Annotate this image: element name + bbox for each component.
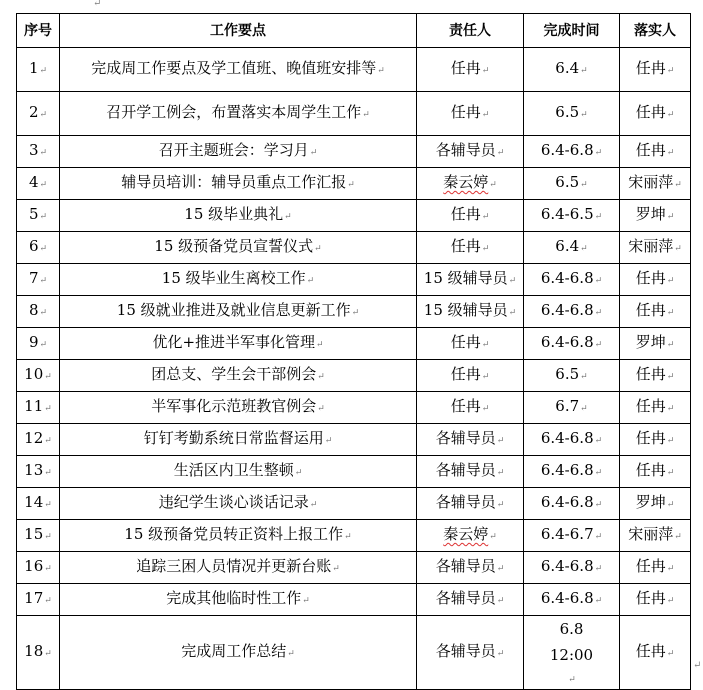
row-implementer-cell [620,552,691,584]
cell-end-mark-icon: ↵ [666,649,675,659]
row-time-text: 6.7 [555,397,580,415]
cell-end-mark-icon: ↵ [306,276,315,286]
cell-end-mark-icon: ↵ [666,308,675,318]
cell-end-mark-icon: ↵ [294,468,303,478]
row-implementer-text: 宋丽萍 [628,237,674,255]
row-owner-text: 15 级辅导员 [423,301,508,319]
row-time-cell [524,232,620,264]
cell-end-mark-icon: ↵ [481,110,490,120]
cell-end-mark-icon: ↵ [344,532,352,542]
row-time-text: 6.5 [555,103,580,121]
row-time-cell [524,48,620,92]
row-number-text: 13 [24,461,44,479]
row-number-cell [17,488,60,520]
row-owner-cell [417,92,524,136]
row-task-cell [60,92,417,136]
cell-end-mark-icon: ↵ [496,596,505,606]
cell-end-mark-icon: ↵ [666,212,675,222]
cell-end-mark-icon: ↵ [489,532,497,542]
row-time-date: 6.8 [559,620,584,638]
cell-end-mark-icon: ↵ [594,532,603,542]
row-owner-text: 各辅导员 [435,642,496,660]
table-row [17,328,691,360]
row-implementer-text: 任冉 [635,301,666,319]
row-owner-cell [417,48,524,92]
table-row [17,136,691,168]
cell-end-mark-icon: ↵ [481,212,490,222]
cell-end-mark-icon: ↵ [666,372,675,382]
row-task-cell [60,552,417,584]
row-task-cell [60,296,417,328]
table-row [17,232,691,264]
row-implementer-text: 任冉 [635,365,666,383]
header-task: 工作要点 [60,14,417,48]
row-time-text: 6.4-6.8 [540,493,594,511]
cell-end-mark-icon: ↵ [674,532,682,542]
row-number-cell [17,296,60,328]
cell-end-mark-icon: ↵ [594,596,603,606]
table-row [17,48,691,92]
row-number-cell [17,584,60,616]
cell-end-mark-icon: ↵ [580,110,588,120]
row-time-text: 6.4-6.8 [540,461,594,479]
cell-end-mark-icon: ↵ [496,564,505,574]
header-time: 完成时间 [524,14,620,48]
row-number-text: 15 [24,525,44,543]
header-owner: 责任人 [417,14,524,48]
row-task-text: 团总支、学生会干部例会 [151,365,317,383]
row-task-cell [60,168,417,200]
row-time-text: 6.5 [555,173,580,191]
row-task-text: 召开主题班会：学习月 [158,141,309,159]
row-time-text: 6.4-6.8 [540,333,594,351]
row-time-cell [524,456,620,488]
cell-end-mark-icon: ↵ [309,148,318,158]
row-number-cell [17,264,60,296]
row-owner-text: 任冉 [450,237,481,255]
cell-end-mark-icon: ↵ [496,148,505,158]
row-owner-text: 各辅导员 [435,493,496,511]
cell-end-mark-icon: ↵ [508,308,517,318]
paragraph-mark-icon: ↵ [693,660,702,671]
row-implementer-cell [620,296,691,328]
row-implementer-cell [620,616,691,690]
row-number-text: 17 [24,589,44,607]
table-row [17,488,691,520]
table-row [17,456,691,488]
cell-end-mark-icon: ↵ [44,500,52,510]
cell-end-mark-icon: ↵ [568,675,576,685]
row-task-cell [60,392,417,424]
cell-end-mark-icon: ↵ [666,110,675,120]
cell-end-mark-icon: ↵ [287,649,295,659]
table-row [17,92,691,136]
row-owner-text: 各辅导员 [435,429,496,447]
row-number-cell [17,456,60,488]
row-number-text: 14 [24,493,44,511]
cell-end-mark-icon: ↵ [309,500,318,510]
table-body [17,48,691,690]
row-owner-text: 任冉 [450,365,481,383]
row-owner-cell [417,360,524,392]
row-task-cell [60,264,417,296]
row-task-cell [60,616,417,690]
weekly-work-table [16,13,691,690]
row-number-text: 12 [24,429,44,447]
row-owner-cell [417,264,524,296]
cell-end-mark-icon: ↵ [594,436,603,446]
row-time-cell [524,264,620,296]
row-owner-cell [417,456,524,488]
row-task-text: 辅导员培训：辅导员重点工作汇报 [121,173,347,191]
row-task-text: 钉钉考勤系统日常监督运用 [143,429,324,447]
row-task-text: 优化+推进半军事化管理 [152,333,316,351]
row-owner-cell [417,232,524,264]
cell-end-mark-icon: ↵ [44,404,52,414]
table-row [17,616,691,690]
cell-end-mark-icon: ↵ [580,244,588,254]
row-number-text: 5 [28,205,39,223]
row-owner-text: 秦云婷 [443,525,489,543]
row-owner-cell [417,616,524,690]
row-task-cell [60,360,417,392]
row-implementer-text: 任冉 [635,642,666,660]
table-row [17,552,691,584]
row-implementer-text: 任冉 [635,397,666,415]
cell-end-mark-icon: ↵ [39,66,48,76]
header-no: 序号 [17,14,60,48]
row-number-cell [17,92,60,136]
row-owner-cell [417,520,524,552]
row-owner-cell [417,584,524,616]
cell-end-mark-icon: ↵ [39,276,48,286]
row-implementer-text: 宋丽萍 [628,173,674,191]
row-number-cell [17,136,60,168]
row-task-text: 15 级毕业典礼 [184,205,284,223]
row-owner-cell [417,168,524,200]
table-row [17,264,691,296]
row-number-text: 6 [28,237,39,255]
row-task-text: 追踪三困人员情况并更新台账 [136,557,332,575]
cell-end-mark-icon: ↵ [39,308,48,318]
cell-end-mark-icon: ↵ [666,148,675,158]
cell-end-mark-icon: ↵ [39,148,48,158]
row-implementer-cell [620,48,691,92]
cell-end-mark-icon: ↵ [580,404,588,414]
row-number-text: 18 [24,642,44,660]
table-row [17,296,691,328]
cell-end-mark-icon: ↵ [44,468,52,478]
cell-end-mark-icon: ↵ [594,148,603,158]
row-number-text: 2 [28,103,39,121]
cell-end-mark-icon: ↵ [39,244,48,254]
row-time-text: 6.4-6.5 [540,205,594,223]
row-implementer-text: 任冉 [635,589,666,607]
row-implementer-cell [620,232,691,264]
cell-end-mark-icon: ↵ [39,212,48,222]
row-implementer-cell [620,92,691,136]
cell-end-mark-icon: ↵ [594,212,603,222]
row-owner-text: 任冉 [450,59,481,77]
row-number-cell [17,168,60,200]
row-implementer-cell [620,168,691,200]
row-owner-cell [417,552,524,584]
row-time-text: 6.4-6.8 [540,269,594,287]
row-implementer-text: 任冉 [635,141,666,159]
row-time-cell [524,424,620,456]
cell-end-mark-icon: ↵ [351,308,360,318]
cell-end-mark-icon: ↵ [481,66,490,76]
cell-end-mark-icon: ↵ [44,649,52,659]
row-implementer-text: 任冉 [635,461,666,479]
cell-end-mark-icon: ↵ [481,244,490,254]
row-implementer-cell [620,136,691,168]
row-implementer-cell [620,488,691,520]
cell-end-mark-icon: ↵ [362,110,370,120]
cell-end-mark-icon: ↵ [39,180,48,190]
cell-end-mark-icon: ↵ [666,404,675,414]
cell-end-mark-icon: ↵ [594,308,603,318]
cell-end-mark-icon: ↵ [39,110,48,120]
cell-end-mark-icon: ↵ [666,500,675,510]
row-time-cell [524,296,620,328]
row-task-text: 半军事化示范班教官例会 [151,397,317,415]
row-number-cell [17,424,60,456]
cell-end-mark-icon: ↵ [674,244,682,254]
cell-end-mark-icon: ↵ [377,66,385,76]
row-number-text: 9 [28,333,39,351]
row-time-cell [524,328,620,360]
row-task-cell [60,48,417,92]
row-time-cell [524,584,620,616]
row-owner-text: 各辅导员 [435,557,496,575]
cell-end-mark-icon: ↵ [594,564,603,574]
row-time-clock: 12:00 [549,646,594,664]
cell-end-mark-icon: ↵ [39,340,48,350]
cell-end-mark-icon: ↵ [594,340,603,350]
row-owner-cell [417,424,524,456]
cell-end-mark-icon: ↵ [316,340,324,350]
row-owner-text: 各辅导员 [435,589,496,607]
row-time-cell [524,520,620,552]
table-row [17,200,691,232]
row-task-cell [60,328,417,360]
row-task-cell [60,232,417,264]
row-time-text: 6.4-6.8 [540,301,594,319]
table-row [17,584,691,616]
row-implementer-text: 罗坤 [635,333,666,351]
row-number-cell [17,520,60,552]
cell-end-mark-icon: ↵ [324,436,333,446]
row-time-cell [524,92,620,136]
row-task-text: 召开学工例会，布置落实本周学生工作 [106,103,362,121]
cell-end-mark-icon: ↵ [44,372,52,382]
row-time-cell [524,136,620,168]
row-time-cell [524,168,620,200]
row-number-text: 10 [24,365,44,383]
row-implementer-text: 罗坤 [635,205,666,223]
row-owner-text: 各辅导员 [435,461,496,479]
row-number-cell [17,48,60,92]
row-owner-text: 任冉 [450,397,481,415]
row-number-text: 3 [28,141,39,159]
row-task-cell [60,136,417,168]
row-time-text: 6.4 [555,59,580,77]
table-row [17,168,691,200]
row-implementer-cell [620,264,691,296]
row-owner-text: 各辅导员 [435,141,496,159]
cell-end-mark-icon: ↵ [594,500,603,510]
paragraph-mark-icon: ↵ [93,0,102,9]
row-number-text: 8 [28,301,39,319]
cell-end-mark-icon: ↵ [44,532,52,542]
cell-end-mark-icon: ↵ [317,404,325,414]
row-owner-cell [417,328,524,360]
cell-end-mark-icon: ↵ [481,404,490,414]
row-owner-text: 任冉 [450,103,481,121]
row-number-text: 7 [28,269,39,287]
row-time-cell [524,200,620,232]
row-owner-text: 秦云婷 [443,173,489,191]
table-header-row [17,14,691,48]
row-task-text: 15 级就业推进及就业信息更新工作 [116,301,351,319]
row-task-text: 完成周工作总结 [181,642,287,660]
cell-end-mark-icon: ↵ [666,66,675,76]
row-task-cell [60,200,417,232]
table-row [17,424,691,456]
row-owner-cell [417,136,524,168]
row-time-cell [524,488,620,520]
row-implementer-text: 罗坤 [635,493,666,511]
cell-end-mark-icon: ↵ [508,276,517,286]
row-implementer-cell [620,328,691,360]
row-implementer-cell [620,424,691,456]
row-number-cell [17,200,60,232]
row-owner-cell [417,392,524,424]
cell-end-mark-icon: ↵ [44,564,52,574]
cell-end-mark-icon: ↵ [666,564,675,574]
row-implementer-cell [620,520,691,552]
table-row [17,360,691,392]
row-task-text: 违纪学生谈心谈话记录 [158,493,309,511]
cell-end-mark-icon: ↵ [580,372,588,382]
row-implementer-text: 任冉 [635,269,666,287]
table-row [17,392,691,424]
cell-end-mark-icon: ↵ [317,372,325,382]
row-time-text: 6.4-6.8 [540,141,594,159]
row-task-text: 15 级预备党员转正资料上报工作 [124,525,344,543]
cell-end-mark-icon: ↵ [489,180,497,190]
row-time-cell [524,552,620,584]
row-number-cell [17,392,60,424]
cell-end-mark-icon: ↵ [496,500,505,510]
row-task-cell [60,584,417,616]
row-time-text: 6.4-6.8 [540,429,594,447]
row-implementer-text: 任冉 [635,103,666,121]
row-time-text: 6.4-6.7 [540,525,594,543]
row-task-cell [60,520,417,552]
row-owner-cell [417,488,524,520]
cell-end-mark-icon: ↵ [666,596,675,606]
row-implementer-text: 任冉 [635,429,666,447]
cell-end-mark-icon: ↵ [666,340,675,350]
row-owner-cell [417,200,524,232]
cell-end-mark-icon: ↵ [666,276,675,286]
row-number-cell [17,232,60,264]
row-task-text: 生活区内卫生整顿 [173,461,294,479]
row-owner-text: 任冉 [450,333,481,351]
row-time-text: 6.4-6.8 [540,557,594,575]
header-implementer: 落实人 [620,14,691,48]
row-number-cell [17,616,60,690]
cell-end-mark-icon: ↵ [594,468,603,478]
row-number-cell [17,552,60,584]
row-time-cell [524,360,620,392]
cell-end-mark-icon: ↵ [347,180,355,190]
row-time-cell [524,616,620,690]
cell-end-mark-icon: ↵ [481,340,490,350]
cell-end-mark-icon: ↵ [666,436,675,446]
cell-end-mark-icon: ↵ [44,436,52,446]
row-owner-text: 任冉 [450,205,481,223]
row-implementer-cell [620,456,691,488]
cell-end-mark-icon: ↵ [332,564,340,574]
row-number-text: 16 [24,557,44,575]
row-implementer-text: 宋丽萍 [628,525,674,543]
cell-end-mark-icon: ↵ [666,468,675,478]
row-implementer-cell [620,360,691,392]
row-implementer-text: 任冉 [635,557,666,575]
row-owner-text: 15 级辅导员 [423,269,508,287]
row-task-cell [60,456,417,488]
cell-end-mark-icon: ↵ [580,66,588,76]
cell-end-mark-icon: ↵ [302,596,310,606]
row-time-text: 6.4-6.8 [540,589,594,607]
cell-end-mark-icon: ↵ [594,276,603,286]
row-time-text: 6.5 [555,365,580,383]
cell-end-mark-icon: ↵ [674,180,682,190]
row-task-text: 15 级毕业生离校工作 [161,269,306,287]
row-number-text: 11 [24,397,44,415]
cell-end-mark-icon: ↵ [580,180,588,190]
row-task-cell [60,424,417,456]
cell-end-mark-icon: ↵ [314,244,322,254]
cell-end-mark-icon: ↵ [496,649,505,659]
row-task-text: 完成其他临时性工作 [166,589,302,607]
row-time-cell [524,392,620,424]
row-implementer-cell [620,392,691,424]
cell-end-mark-icon: ↵ [481,372,490,382]
row-number-cell [17,328,60,360]
row-number-text: 4 [28,173,39,191]
row-time-text: 6.4 [555,237,580,255]
cell-end-mark-icon: ↵ [496,436,505,446]
row-owner-cell [417,296,524,328]
row-task-text: 15 级预备党员宣誓仪式 [154,237,314,255]
cell-end-mark-icon: ↵ [284,212,292,222]
table-row [17,520,691,552]
cell-end-mark-icon: ↵ [44,596,52,606]
row-implementer-text: 任冉 [635,59,666,77]
row-task-cell [60,488,417,520]
cell-end-mark-icon: ↵ [496,468,505,478]
row-implementer-cell [620,584,691,616]
row-task-text: 完成周工作要点及学工值班、晚值班安排等 [91,59,377,77]
row-number-text: 1 [28,59,39,77]
row-implementer-cell [620,200,691,232]
row-number-cell [17,360,60,392]
